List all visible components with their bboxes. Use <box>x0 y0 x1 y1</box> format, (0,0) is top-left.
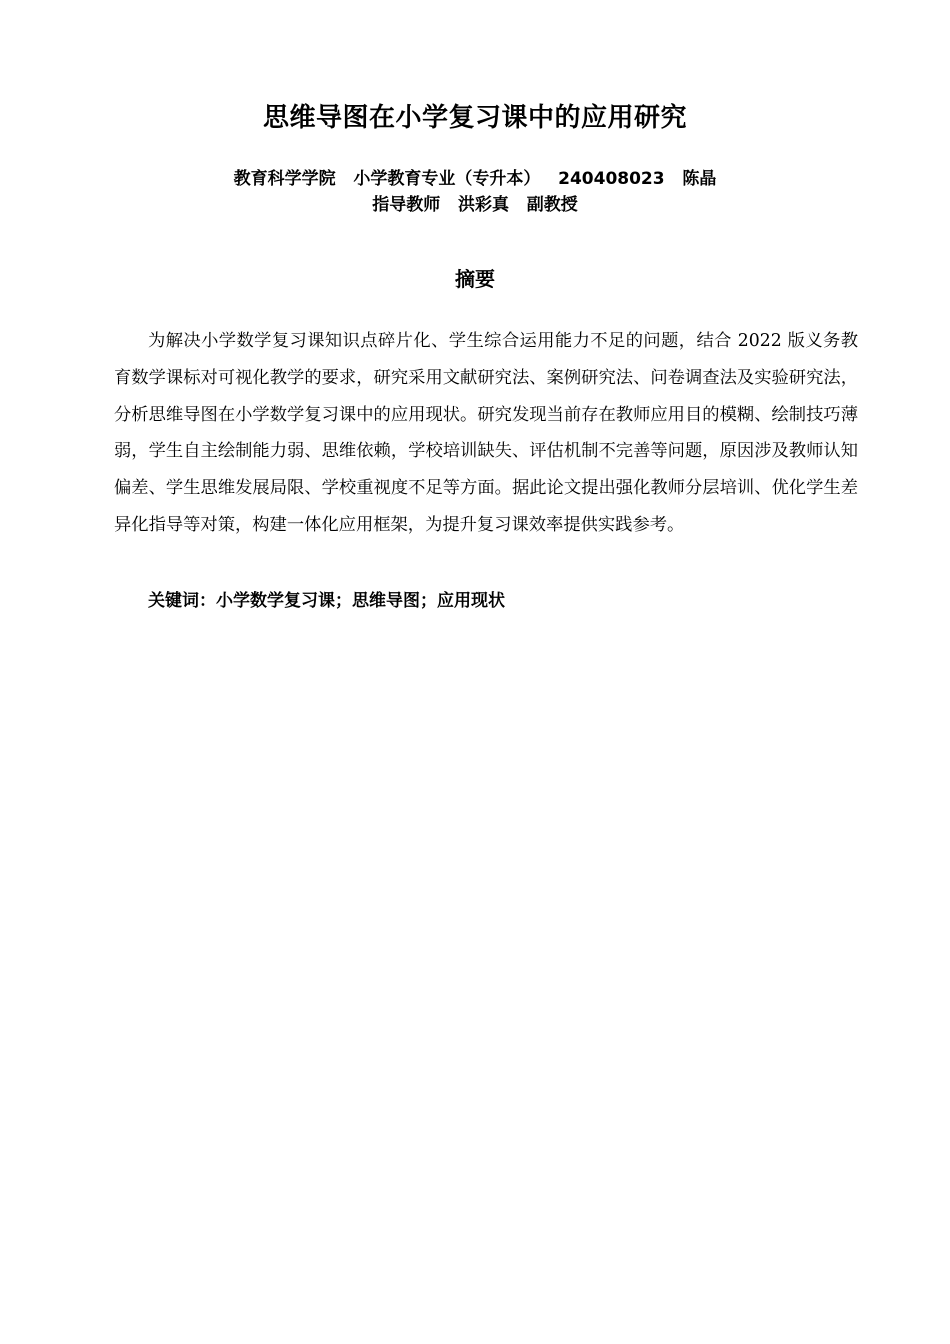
advisor-info: 指导教师 洪彩真 副教授 <box>372 195 578 215</box>
abstract-heading: 摘要 <box>455 267 495 291</box>
abstract-body: 为解决小学数学复习课知识点碎片化、学生综合运用能力不足的问题，结合 2022 版义务教育数学课标对可视化教学的要求，研究采用文献研究法、案例研究法、问卷调查法及实验研究法，分析思维导图在小学数学复习课中的应用现状。研究发现当前存在教师应用目的模糊、绘制技巧薄弱，学生自主绘制能力弱、思维依赖，学校培训缺失、评估机制不完善等问题，原因涉及教师认知偏差、学生思维发展局限、学校重视度不足等方面。据此论文提出强化教师分层培训、优化学生差异化指导等对策，构建一体化应用框架，为提升复习课效率提供实践参考。 <box>114 331 858 535</box>
keywords: 关键词：小学数学复习课；思维导图；应用现状 <box>148 591 505 611</box>
paper-title: 思维导图在小学复习课中的应用研究 <box>262 103 687 133</box>
author-info: 教育科学学院 小学教育专业（专升本） 240408023 陈晶 <box>233 169 717 189</box>
